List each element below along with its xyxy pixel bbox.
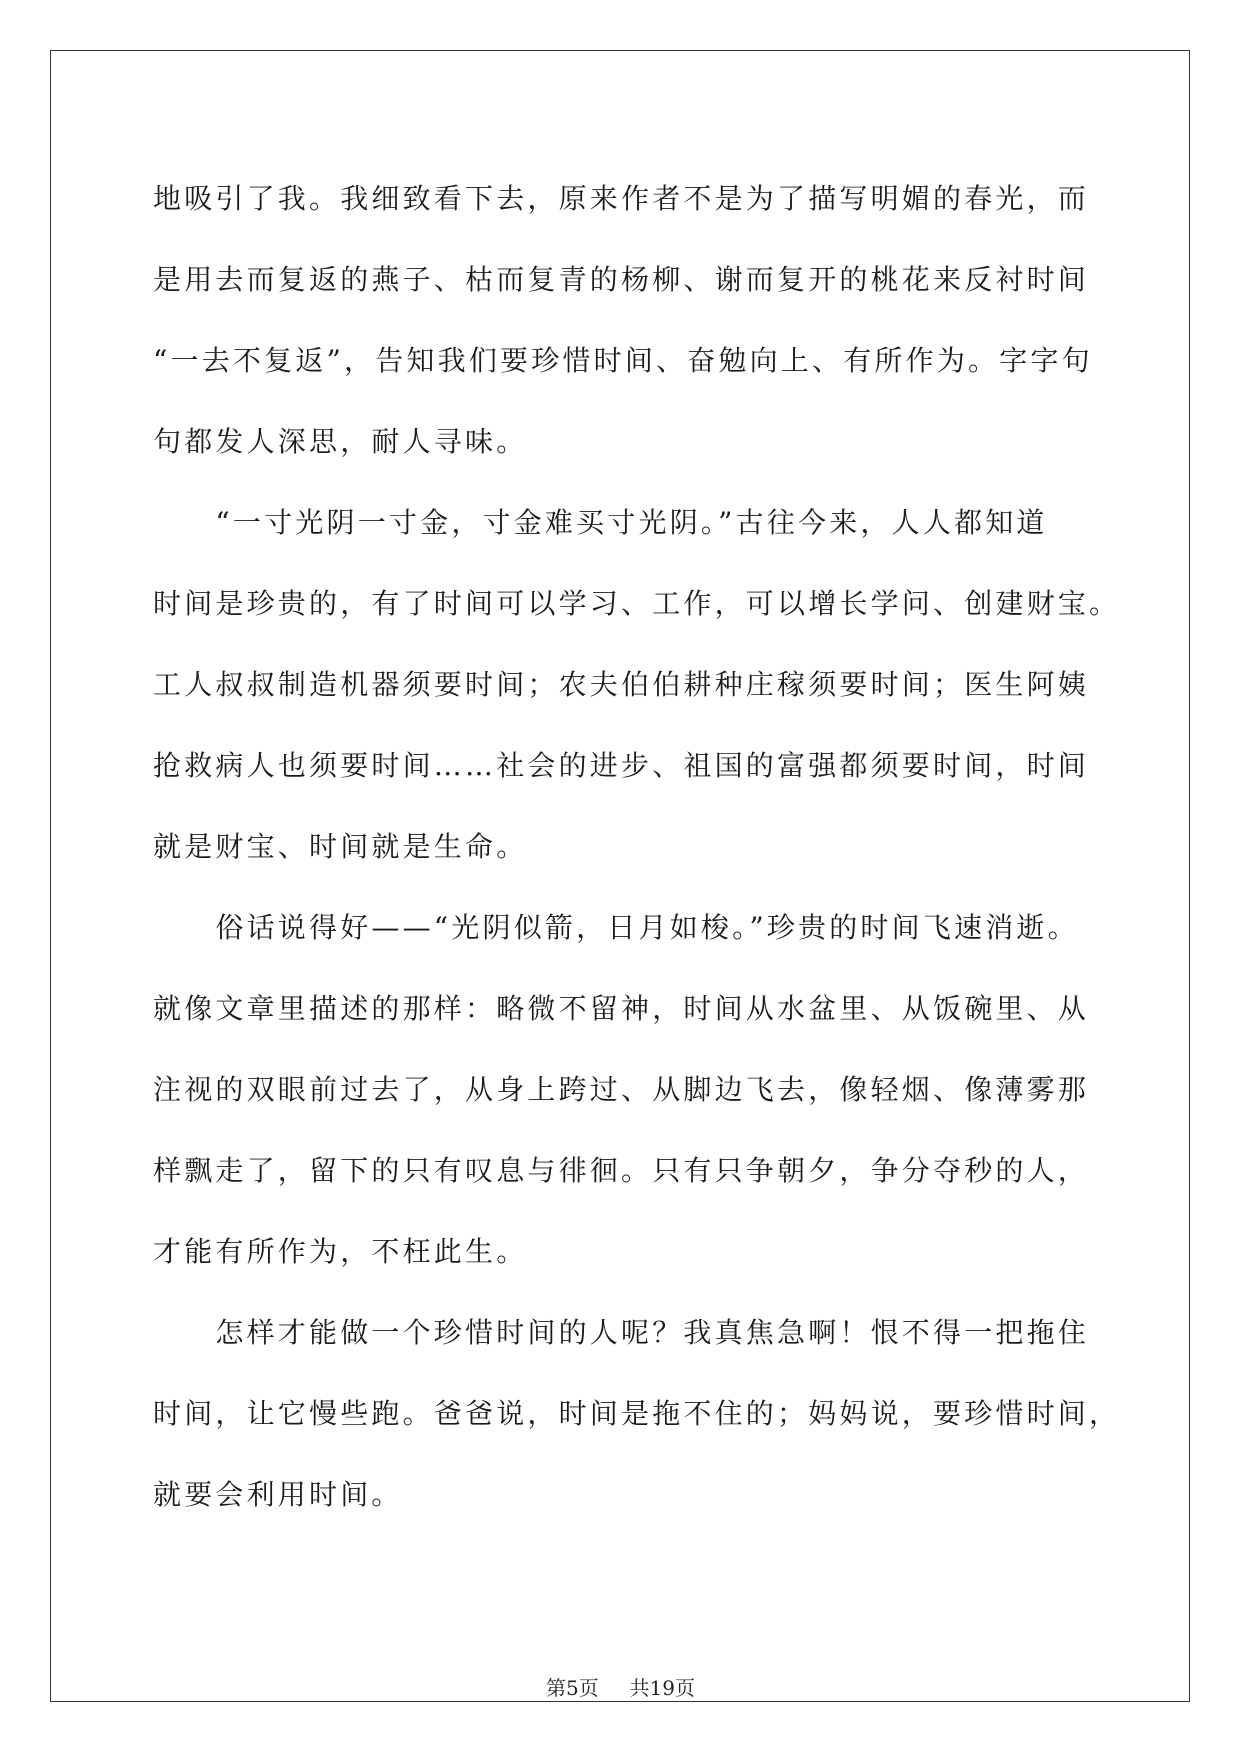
text-line: “一寸光阴一寸金，寸金难买寸光阴。”古往今来，人人都知道 <box>153 506 1048 539</box>
text-line: 是用去而复返的燕子、枯而复青的杨柳、谢而复开的桃花来反衬时间 <box>153 263 1090 296</box>
text-line: 就是财宝、时间就是生命。 <box>153 830 528 863</box>
text-line: 句都发人深思，耐人寻味。 <box>153 425 528 458</box>
text-line: 就像文章里描述的那样：略微不留神，时间从水盆里、从饭碗里、从 <box>153 992 1090 1025</box>
text-line: 注视的双眼前过去了，从身上跨过、从脚边飞去，像轻烟、像薄雾那 <box>153 1073 1090 1106</box>
page-number: 第5页 <box>546 1676 599 1700</box>
text-line: 怎样才能做一个珍惜时间的人呢？我真焦急啊！恨不得一把拖住 <box>153 1316 1090 1349</box>
text-line: 工人叔叔制造机器须要时间；农夫伯伯耕种庄稼须要时间；医生阿姨 <box>153 668 1090 701</box>
text-line: 就要会利用时间。 <box>153 1478 403 1511</box>
text-line: 地吸引了我。我细致看下去，原来作者不是为了描写明媚的春光，而 <box>153 182 1090 215</box>
text-line: 时间是珍贵的，有了时间可以学习、工作，可以增长学问、创建财宝。 <box>153 587 1121 620</box>
document-body <box>153 158 1121 1535</box>
page-total: 共19页 <box>629 1676 695 1700</box>
text-line: 样飘走了，留下的只有叹息与徘徊。只有只争朝夕，争分夺秒的人， <box>153 1154 1090 1187</box>
text-line: 时间，让它慢些跑。爸爸说，时间是拖不住的；妈妈说，要珍惜时间， <box>153 1397 1121 1430</box>
page-footer <box>0 1672 1241 1701</box>
text-line: “一去不复返”，告知我们要珍惜时间、奋勉向上、有所作为。字字句 <box>153 344 1093 377</box>
text-line: 才能有所作为，不枉此生。 <box>153 1235 528 1268</box>
text-line: 俗话说得好——“光阴似箭，日月如梭。”珍贵的时间飞速消逝。 <box>153 911 1079 944</box>
text-line: 抢救病人也须要时间……社会的进步、祖国的富强都须要时间，时间 <box>153 749 1090 782</box>
